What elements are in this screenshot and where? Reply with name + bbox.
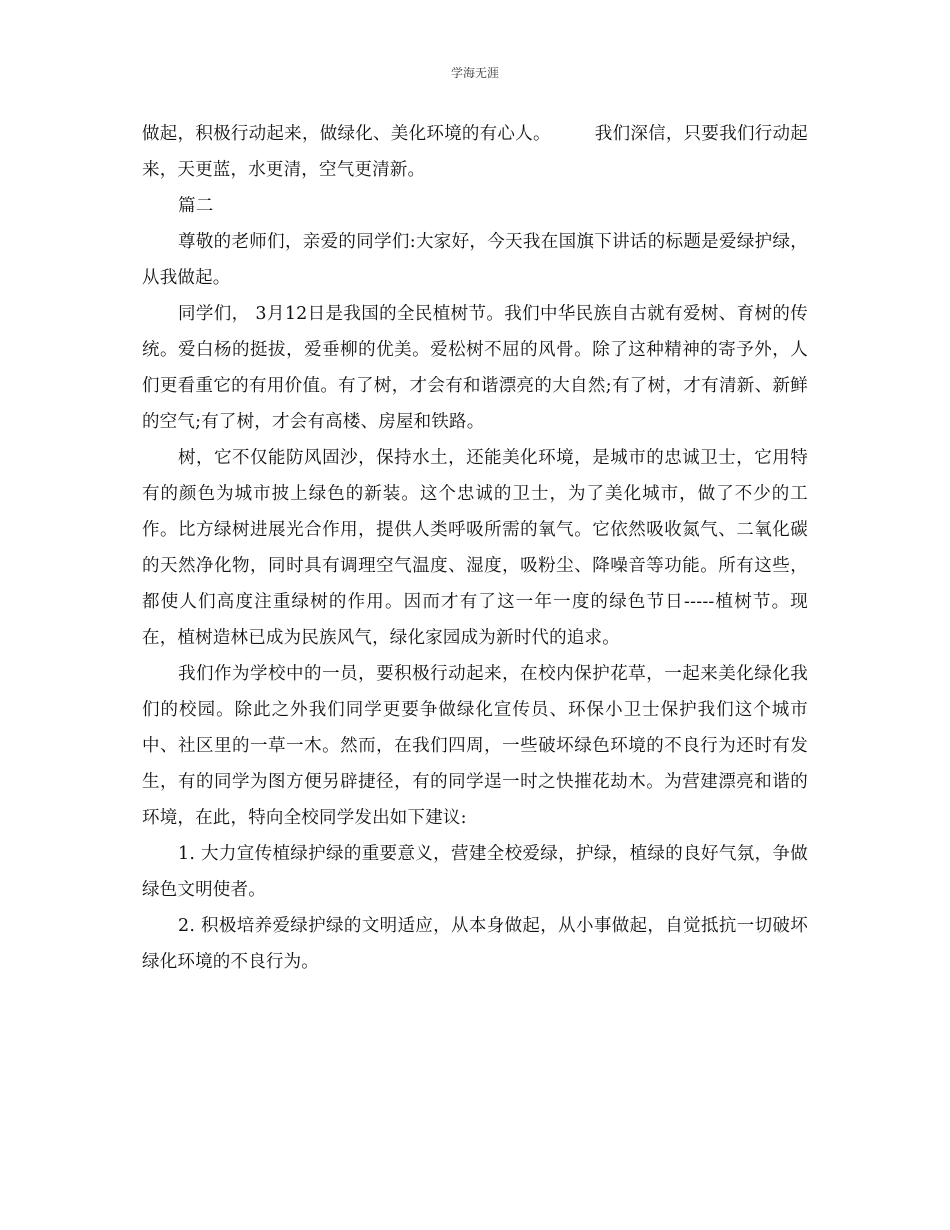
page-header: 学海无涯 (450, 66, 499, 80)
section-heading: 篇二 (178, 196, 214, 216)
paragraph-continuation-text-2: 我们深信，只要我们行动起来，天更蓝，水更清，空气更清新。 (142, 124, 808, 180)
paragraph: 我们作为学校中的一员，要积极行动起来，在校内保护花草，一起来美化绿化我们的校园。除此之外我们同学更要争做绿化宣传员、环保小卫士保护我们这个城市中、社区里的一草一木。然而，在我们四周，一些破坏绿色环境的不良行为还时有发生，有的同学为图方便另辟捷径，有的同学逞一时之快摧花劫木。为营建漂亮和谐的环境，在此，特向全校同学发出如下建议: (142, 664, 808, 828)
paragraph: 同学们， 3月12日是我国的全民植树节。我们中华民族自古就有爱树、育树的传统。爱白杨的挺拔，爱垂柳的优美。爱松树不屈的风骨。除了这种精神的寄予外，人们更看重它的有用价值。有了树，才会有和谐漂亮的大自然;有了树，才有清新、新鲜的空气;有了树，才会有高楼、房屋和铁路。 (142, 304, 808, 432)
paragraph: 树，它不仅能防风固沙，保持水土，还能美化环境，是城市的忠诚卫士，它用特有的颜色为城市披上绿色的新装。这个忠诚的卫士，为了美化城市，做了不少的工作。比方绿树进展光合作用，提供人类呼吸所需的氧气。它依然吸收氮气、二氧化碳的天然净化物，同时具有调理空气温度、湿度，吸粉尘、降噪音等功能。所有这些，都使人们高度注重绿树的作用。因而才有了这一年一度的绿色节日-----植树节。现在，植树造林已成为民族风气，绿化家园成为新时代的追求。 (142, 448, 808, 648)
paragraph: 尊敬的老师们，亲爱的同学们:大家好，今天我在国旗下讲话的标题是爱绿护绿，从我做起。 (142, 232, 808, 288)
list-item: 2. 积极培养爱绿护绿的文明适应，从本身做起，从小事做起，自觉抵抗一切破坏绿化环境的不良行为。 (142, 916, 808, 972)
document-body (142, 116, 808, 980)
list-item: 1. 大力宣传植绿护绿的重要意义，营建全校爱绿，护绿，植绿的良好气氛，争做绿色文明使者。 (142, 844, 808, 900)
paragraph-continuation (142, 116, 808, 188)
paragraph-continuation-text: 做起，积极行动起来，做绿化、美化环境的有心人。 (142, 124, 551, 144)
